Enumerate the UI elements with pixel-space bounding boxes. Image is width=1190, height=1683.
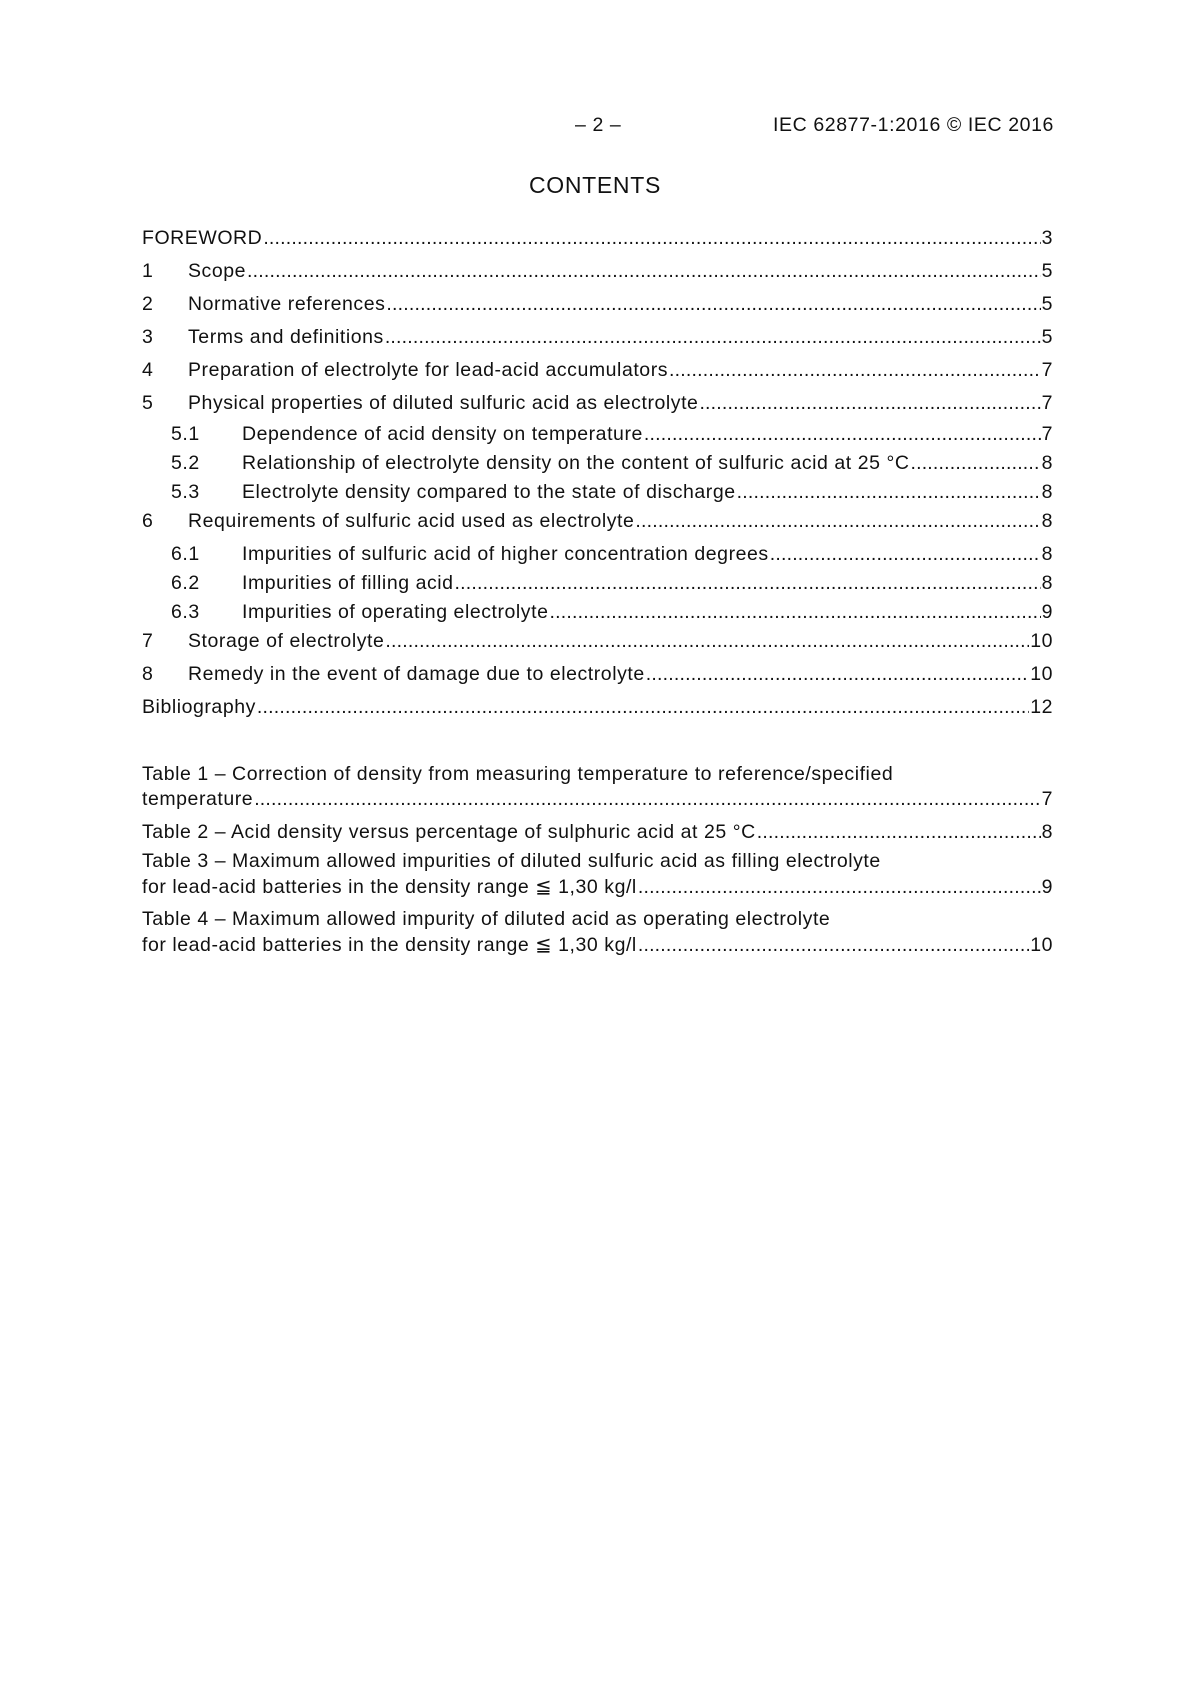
toc-entry-page: 8 xyxy=(1041,510,1053,532)
toc-entry-number: 5.2 xyxy=(171,452,200,474)
table-entry-page: 10 xyxy=(1030,934,1053,956)
toc-entry-title: Bibliography xyxy=(142,696,256,718)
table-entry-caption-end: for lead-acid batteries in the density range ≦ 1,30 kg/l xyxy=(142,876,637,898)
table-entry-caption: Table 2 – Acid density versus percentage of sulphuric acid at 25 °C xyxy=(142,821,756,843)
toc-entry-title: Relationship of electrolyte density on the content of sulfuric acid at 25 °C xyxy=(242,452,910,474)
toc-entry-title: FOREWORD xyxy=(142,227,263,249)
toc-entry-title: Normative references xyxy=(188,293,386,315)
toc-leader-dots xyxy=(254,787,1040,811)
toc-entry-number: 8 xyxy=(142,663,154,685)
page-number: – 2 – xyxy=(575,114,622,136)
toc-entry-6-1[interactable] xyxy=(171,542,1053,566)
table-entry-continuation xyxy=(142,933,1053,957)
toc-entry-page: 8 xyxy=(1041,452,1053,474)
toc-entry-page: 9 xyxy=(1041,601,1053,623)
table-entry-page: 8 xyxy=(1041,821,1053,843)
toc-entry-page: 8 xyxy=(1041,543,1053,565)
table-entry-caption: Table 3 – Maximum allowed impurities of diluted sulfuric acid as filling electrolyte xyxy=(142,850,881,872)
toc-leader-dots xyxy=(699,391,1040,415)
toc-entry-page: 10 xyxy=(1030,663,1053,685)
toc-entry-number: 6.3 xyxy=(171,601,200,623)
toc-entry-6-2[interactable] xyxy=(171,571,1053,595)
table-entry-caption: Table 1 – Correction of density from measuring temperature to reference/specified xyxy=(142,763,894,785)
toc-entry-page: 3 xyxy=(1041,227,1053,249)
toc-leader-dots xyxy=(770,542,1041,566)
table-entry-continuation xyxy=(142,787,1053,811)
toc-leader-dots xyxy=(549,600,1040,624)
toc-entry-terms-definitions[interactable] xyxy=(142,325,1053,349)
toc-entry-6-3[interactable] xyxy=(171,600,1053,624)
toc-entry-title: Remedy in the event of damage due to electrolyte xyxy=(188,663,645,685)
toc-entry-title: Terms and definitions xyxy=(188,326,384,348)
toc-leader-dots xyxy=(910,451,1040,475)
document-reference: IEC 62877-1:2016 © IEC 2016 xyxy=(773,114,1054,136)
toc-entry-scope[interactable] xyxy=(142,259,1053,283)
toc-entry-physical-properties[interactable] xyxy=(142,391,1053,415)
toc-entry-page: 10 xyxy=(1030,630,1053,652)
table-entry-continuation xyxy=(142,875,1053,899)
toc-leader-dots xyxy=(638,875,1041,899)
toc-leader-dots xyxy=(638,933,1029,957)
toc-leader-dots xyxy=(757,820,1041,844)
toc-leader-dots xyxy=(385,325,1041,349)
toc-entry-title: Physical properties of diluted sulfuric acid as electrolyte xyxy=(188,392,699,414)
toc-entry-page: 5 xyxy=(1041,326,1053,348)
toc-entry-requirements[interactable] xyxy=(142,509,1053,533)
toc-leader-dots xyxy=(644,422,1041,446)
toc-entry-number: 5.3 xyxy=(171,481,200,503)
toc-entry-number: 6.2 xyxy=(171,572,200,594)
toc-leader-dots xyxy=(455,571,1041,595)
toc-leader-dots xyxy=(669,358,1041,382)
toc-entry-normative-references[interactable] xyxy=(142,292,1053,316)
toc-entry-title: Preparation of electrolyte for lead-acid accumulators xyxy=(188,359,669,381)
toc-entry-preparation[interactable] xyxy=(142,358,1053,382)
toc-entry-number: 5 xyxy=(142,392,154,414)
toc-entry-number: 6.1 xyxy=(171,543,200,565)
toc-entry-title: Scope xyxy=(188,260,247,282)
toc-entry-bibliography[interactable] xyxy=(142,695,1053,719)
toc-entry-page: 7 xyxy=(1041,392,1053,414)
toc-entry-page: 5 xyxy=(1041,260,1053,282)
toc-entry-number: 1 xyxy=(142,260,154,282)
toc-leader-dots xyxy=(257,695,1029,719)
toc-entry-5-2[interactable] xyxy=(171,451,1053,475)
toc-leader-dots xyxy=(263,226,1040,250)
toc-leader-dots xyxy=(385,629,1029,653)
toc-entry-page: 12 xyxy=(1030,696,1053,718)
table-entry-page: 9 xyxy=(1041,876,1053,898)
toc-leader-dots xyxy=(247,259,1041,283)
toc-entry-page: 8 xyxy=(1041,481,1053,503)
toc-leader-dots xyxy=(386,292,1040,316)
toc-entry-title: Impurities of operating electrolyte xyxy=(242,601,549,623)
toc-entry-title: Impurities of sulfuric acid of higher concentration degrees xyxy=(242,543,769,565)
toc-entry-title: Dependence of acid density on temperature xyxy=(242,423,643,445)
toc-entry-title: Impurities of filling acid xyxy=(242,572,454,594)
table-entry-caption-end: temperature xyxy=(142,788,254,810)
toc-entry-5-3[interactable] xyxy=(171,480,1053,504)
toc-entry-foreword[interactable] xyxy=(142,226,1053,250)
toc-entry-page: 7 xyxy=(1041,359,1053,381)
toc-entry-page: 8 xyxy=(1041,572,1053,594)
toc-entry-number: 3 xyxy=(142,326,154,348)
table-entry-page: 7 xyxy=(1041,788,1053,810)
toc-entry-number: 5.1 xyxy=(171,423,200,445)
table-entry-continuation xyxy=(142,820,1053,844)
toc-leader-dots xyxy=(635,509,1040,533)
toc-entry-number: 7 xyxy=(142,630,154,652)
toc-entry-storage[interactable] xyxy=(142,629,1053,653)
table-entry-caption: Table 4 – Maximum allowed impurity of diluted acid as operating electrolyte xyxy=(142,908,831,930)
toc-leader-dots xyxy=(646,662,1029,686)
table-entry-caption-end: for lead-acid batteries in the density range ≦ 1,30 kg/l xyxy=(142,934,637,956)
toc-entry-number: 6 xyxy=(142,510,154,532)
toc-entry-title: Storage of electrolyte xyxy=(188,630,385,652)
toc-entry-page: 7 xyxy=(1041,423,1053,445)
toc-leader-dots xyxy=(737,480,1041,504)
toc-entry-5-1[interactable] xyxy=(171,422,1053,446)
toc-entry-title: Electrolyte density compared to the state of discharge xyxy=(242,481,736,503)
contents-title: CONTENTS xyxy=(528,172,662,198)
toc-entry-remedy[interactable] xyxy=(142,662,1053,686)
toc-entry-number: 4 xyxy=(142,359,154,381)
toc-entry-number: 2 xyxy=(142,293,154,315)
toc-entry-page: 5 xyxy=(1041,293,1053,315)
toc-entry-title: Requirements of sulfuric acid used as electrolyte xyxy=(188,510,635,532)
